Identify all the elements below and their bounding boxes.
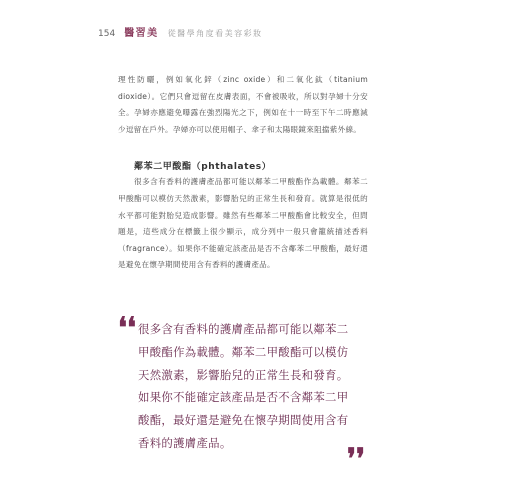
body-paragraph-1: 理性防曬，例如氧化鋅（zinc oxide）和二氧化鈦（titanium dioxide）。它們只會逗留在皮膚表面，不會被吸收，所以對孕婦十分安全。孕婦亦應避免曝露在強烈陽光之下，例如在十一時至下午二時應減少逗留在戶外。孕婦亦可以使用帽子、傘子和太陽眼鏡來阻擋紫外線。 xyxy=(118,75,368,134)
pull-quote xyxy=(118,311,373,475)
page-header xyxy=(98,24,263,39)
pull-quote-text: 很多含有香料的護膚產品都可能以鄰苯二甲酸酯作為載體。鄰苯二甲酸酯可以模仿天然激素，影響胎兒的正常生長和發育。如果你不能確定該產品是否不含鄰苯二甲酸酯，最好還是避免在懷孕期間使用含有香料的護膚產品。 xyxy=(138,322,349,450)
page-number: 154 xyxy=(98,29,116,39)
body-paragraph-2: 很多含有香料的護膚產品都可能以鄰苯二甲酸酯作為載體。鄰苯二甲酸酯可以模仿天然激素，影響胎兒的正常生長和發育。就算是很低的水平都可能對胎兒造成影響。雖然有些鄰苯二甲酸酯會比較安全，但問題是，這些成分在標籤上很少顯示，成分列中一般只會籠統描述香料（fragrance）。如果你不能確定該產品是否不含鄰苯二甲酸酯，最好還是避免在懷孕期間使用含有香料的護膚產品。 xyxy=(118,177,368,270)
book-subtitle: 從醫學角度看美容彩妝 xyxy=(167,29,263,38)
open-quote-icon: ❛❛ xyxy=(118,311,137,344)
section-heading: 鄰苯二甲酸酯（phthalates） xyxy=(134,162,272,173)
section-title: 醫習美 xyxy=(124,28,159,39)
close-quote-icon: ❜❜ xyxy=(346,441,365,475)
body-content xyxy=(118,72,368,274)
